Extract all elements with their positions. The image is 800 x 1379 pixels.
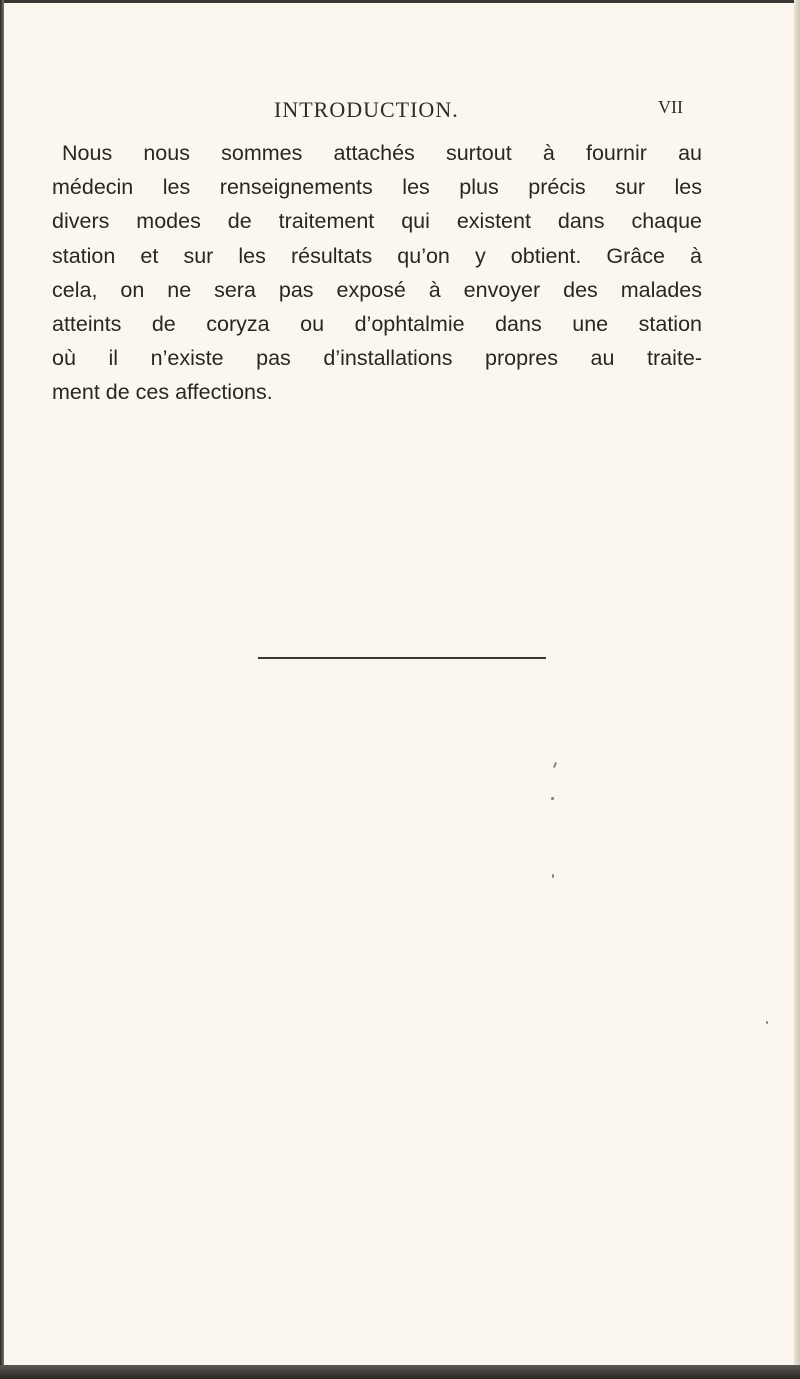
paragraph-line: ment de ces affections. xyxy=(52,380,273,405)
paragraph-line: atteints de coryza ou d’ophtalmie dans une station xyxy=(52,312,702,337)
paper-speck xyxy=(552,874,554,878)
paper-speck xyxy=(766,1021,768,1024)
paragraph-line: Nous nous sommes attachés surtout à fournir au xyxy=(62,141,702,165)
paragraph-line: où il n’existe pas d’installations propres au traite- xyxy=(52,346,702,371)
running-head-title: INTRODUCTION. xyxy=(274,97,459,122)
scan-edge-right xyxy=(794,0,800,1379)
body-paragraph xyxy=(52,136,702,410)
section-end-rule xyxy=(258,657,546,659)
paragraph-line: cela, on ne sera pas exposé à envoyer des malades xyxy=(52,277,702,302)
paper-speck xyxy=(553,762,557,768)
scan-edge-top xyxy=(0,0,800,3)
paragraph-line: médecin les renseignements les plus précis sur les xyxy=(52,175,702,200)
scan-edge-left xyxy=(0,0,4,1379)
running-head xyxy=(0,97,800,133)
paper-speck xyxy=(551,797,554,800)
paragraph-line: station et sur les résultats qu’on y obtient. Grâce à xyxy=(52,243,702,268)
page-number: VII xyxy=(658,97,683,117)
paragraph-line: divers modes de traitement qui existent dans chaque xyxy=(52,209,702,234)
scan-edge-bottom xyxy=(0,1365,800,1379)
